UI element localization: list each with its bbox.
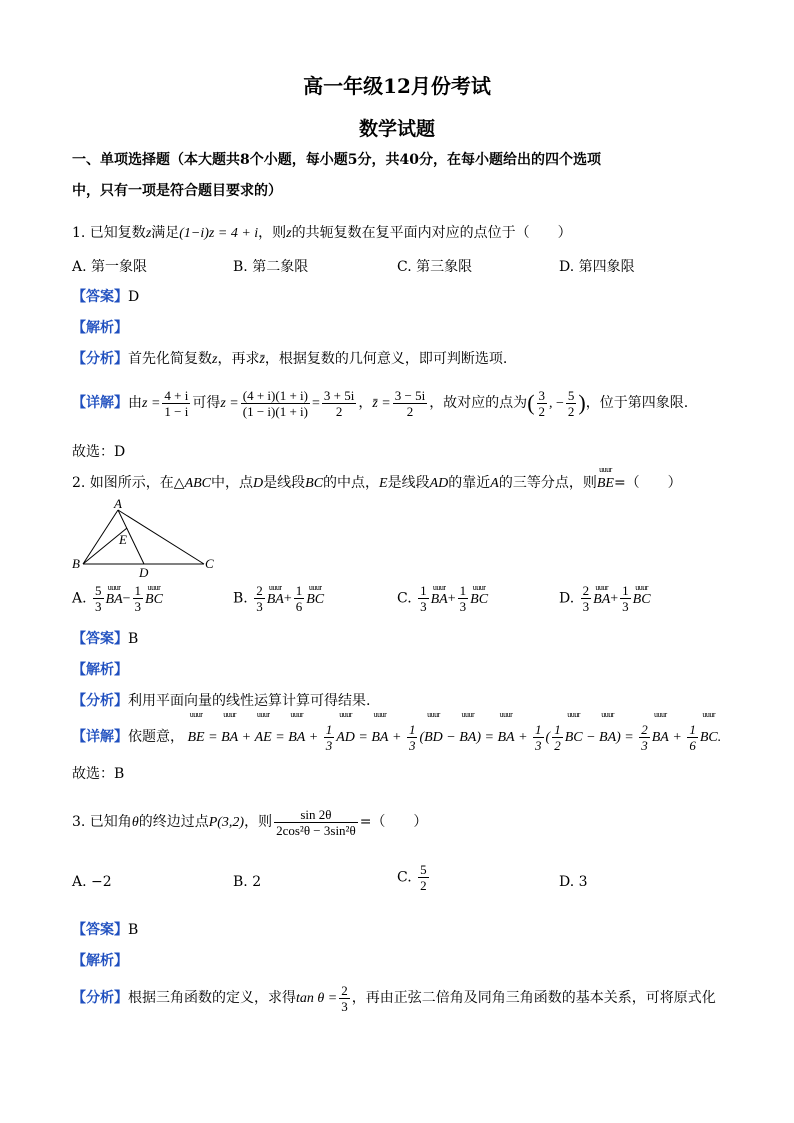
q1-point-y: $\frac{5}{2}$ bbox=[567, 387, 575, 419]
segment-ab bbox=[83, 510, 118, 564]
q3-answer: 【答案】B bbox=[72, 922, 139, 938]
q1-option-a: A. 第一象限 bbox=[72, 259, 148, 275]
label-e: E bbox=[119, 532, 127, 547]
q1-frac-4: $\frac{3 - 5i}{2}$ bbox=[394, 387, 426, 419]
q3-option-c: C. $\frac{5}{2}$ bbox=[397, 862, 427, 893]
q3-stem: 3. 已知角θ的终边过点P(3,2)，则 $\frac{\sin 2\theta}{\text{2cos²θ − 3sin²θ}}$ =（ ） bbox=[72, 806, 428, 838]
q1-point-x: $\frac{3}{2}$ bbox=[538, 387, 546, 419]
q3-analysis-label: 【解析】 bbox=[72, 953, 128, 969]
q1-fenxi: 【分析】首先化简复数z，再求z̄，根据复数的几何意义，即可判断选项. bbox=[72, 351, 508, 367]
q1-frac-3: $\frac{3 + 5i}{2}$ bbox=[323, 387, 355, 419]
label-a: A bbox=[114, 498, 122, 511]
q2-analysis-label: 【解析】 bbox=[72, 662, 128, 678]
q1-option-c: C. 第三象限 bbox=[397, 259, 473, 275]
triangle-figure bbox=[68, 498, 228, 580]
q1-detail: 【详解】由z = $\frac{4 + i}{1 - i}$ 可得z = $\frac{(4 + i)(1 + i)}{(1 - i)(1 + i)}$ = $\frac{3 + 5i}{2}$ ，z̄ = $\frac{3 - 5i}{2}$ ，故对应的点为( $\frac{3}{2}$ , − $\frac{5}{2}$ )，位于第四象限. bbox=[72, 387, 689, 419]
q2-option-c: C. $\frac{1}{3}$ uuur BA+ $\frac{1}{3}$ uuur BC bbox=[397, 583, 488, 614]
q1-option-b: B. 第二象限 bbox=[233, 259, 309, 275]
q2-option-b: B. $\frac{2}{3}$ uuur BA+ $\frac{1}{6}$ uuur BC bbox=[233, 583, 324, 614]
q1-frac-1: $\frac{4 + i}{1 - i}$ bbox=[164, 387, 189, 419]
q2-answer: 【答案】B bbox=[72, 631, 139, 647]
label-b: B bbox=[72, 556, 80, 571]
q2-choose: 故选：B bbox=[72, 766, 125, 782]
q1-frac-2: $\frac{(4 + i)(1 + i)}{(1 - i)(1 + i)}$ bbox=[242, 387, 308, 419]
label-d: D bbox=[139, 565, 149, 580]
q1-stem: 1. 已知复数z满足(1−i)z = 4 + i，则z的共轭复数在复平面内对应的点位于（ ） bbox=[72, 225, 572, 241]
exam-subtitle: 数学试题 bbox=[358, 118, 435, 140]
q2-stem: 2. 如图所示，在△ABC中，点D是线段BC的中点，E是线段AD的靠近A的三等分点，则uuur BE=（ ） bbox=[72, 473, 682, 494]
q2-detail: 【详解】依题意， uuur BE = uuur BA + uuur AE = uuur BA + $\frac{1}{3}$ uuur AD = uuur BA + $\frac{1}{3}$ (uuur BD − uuur BA) = uuur BA + $\frac{1}{3}$ ( $\frac{1}{2}$ uuur BC − uuur BA) = $\frac{2}{3}$ uuur BA + $\frac{1}{6}$ uuur BC. bbox=[72, 718, 721, 757]
q2-fenxi: 【分析】利用平面向量的线性运算计算可得结果. bbox=[72, 693, 371, 709]
q1-analysis-label: 【解析】 bbox=[72, 320, 128, 336]
q3-fenxi: 【分析】根据三角函数的定义，求得tan θ = $\frac{2}{3}$ ，再由正弦二倍角及同角三角函数的基本关系，可将原式化 bbox=[72, 982, 716, 1014]
section-heading-line1: 一、单项选择题（本大题共8个小题，每小题5分，共40分，在每小题给出的四个选项 bbox=[72, 152, 601, 168]
q3-option-a: A. −2 bbox=[72, 874, 112, 890]
q1-option-d: D. 第四象限 bbox=[559, 259, 635, 275]
q3-option-b: B. 2 bbox=[233, 874, 262, 890]
q3-expression: $\frac{\sin 2\theta}{\text{2cos²θ − 3sin²θ}}$ bbox=[276, 806, 356, 838]
q2-vector-derivation: uuur BE = uuur BA + uuur AE = uuur BA + $\frac{1}{3}$ uuur AD = uuur BA + $\frac{1}{3}$ (uuur BD − uuur BA) = uuur BA + $\frac{1}{3}$ ( $\frac{1}{2}$ uuur BC − uuur BA) = $\frac{2}{3}$ uuur BA + $\frac{1}{6}$ uuur BC. bbox=[184, 730, 721, 745]
q3-option-d: D. 3 bbox=[559, 874, 588, 890]
q2-option-a: A. $\frac{5}{3}$ uuur BA− $\frac{1}{3}$ uuur BC bbox=[72, 583, 163, 614]
exam-title: 高一年级12月份考试 bbox=[303, 74, 491, 98]
q1-choose: 故选：D bbox=[72, 444, 126, 460]
q2-option-d: D. $\frac{2}{3}$ uuur BA+ $\frac{1}{3}$ uuur BC bbox=[559, 583, 651, 614]
section-heading-line2: 中，只有一项是符合题目要求的） bbox=[72, 183, 282, 199]
q1-answer: 【答案】D bbox=[72, 289, 140, 305]
label-c: C bbox=[205, 556, 214, 571]
